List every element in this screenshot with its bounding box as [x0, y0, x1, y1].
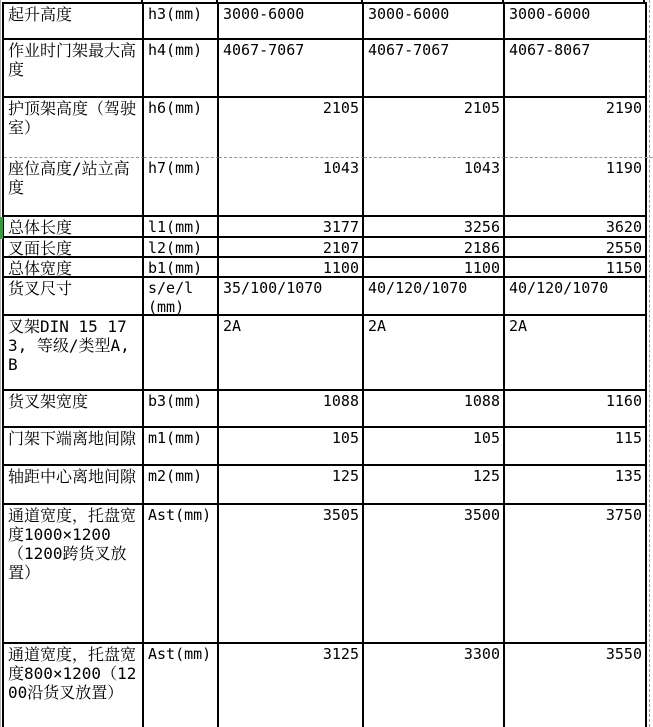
cell-value[interactable]: 1150	[505, 258, 647, 278]
table-row	[4, 316, 647, 391]
cell-value[interactable]: 40/120/1070	[505, 278, 647, 316]
cell-param[interactable]: 通道宽度，托盘宽度1000×1200 （1200跨货叉放置）	[4, 505, 144, 644]
table-row	[4, 98, 647, 158]
cell-value[interactable]: 3000-6000	[505, 4, 647, 40]
cell-param[interactable]: 通道宽度，托盘宽度800×1200（1200沿货叉放置）	[4, 644, 144, 727]
cell-symbol[interactable]: h7(mm)	[144, 158, 219, 217]
table-row	[4, 158, 647, 217]
cell-value[interactable]: 3177	[219, 217, 364, 238]
cell-symbol[interactable]: Ast(mm)	[144, 505, 219, 644]
cell-param[interactable]: 货叉尺寸	[4, 278, 144, 316]
cell-value[interactable]: 3000-6000	[364, 4, 505, 40]
cell-value[interactable]: 35/100/1070	[219, 278, 364, 316]
cell-value[interactable]: 1043	[364, 158, 505, 217]
cell-symbol[interactable]: b3(mm)	[144, 391, 219, 428]
table-row	[4, 40, 647, 98]
cell-value[interactable]: 3750	[505, 505, 647, 644]
table-row	[4, 505, 647, 644]
cell-symbol[interactable]: l1(mm)	[144, 217, 219, 238]
table-row	[4, 644, 647, 727]
table-row	[4, 238, 647, 258]
cell-param[interactable]: 作业时门架最大高度	[4, 40, 144, 98]
table-row	[4, 258, 647, 278]
cell-value[interactable]: 40/120/1070	[364, 278, 505, 316]
cell-symbol[interactable]: h3(mm)	[144, 4, 219, 40]
cell-value[interactable]: 2550	[505, 238, 647, 258]
cell-value[interactable]: 3300	[364, 644, 505, 727]
table-row	[4, 466, 647, 505]
cell-symbol[interactable]: Ast(mm)	[144, 644, 219, 727]
cell-value[interactable]: 2105	[219, 98, 364, 158]
cell-value[interactable]: 1088	[364, 391, 505, 428]
cell-value[interactable]: 2A	[219, 316, 364, 391]
cell-value[interactable]: 1160	[505, 391, 647, 428]
cell-value[interactable]: 105	[219, 428, 364, 466]
cell-param[interactable]: 总体长度	[4, 217, 144, 238]
cell-value[interactable]: 125	[364, 466, 505, 505]
cell-param[interactable]: 轴距中心离地间隙	[4, 466, 144, 505]
page-break-line-horizontal	[645, 157, 653, 158]
cell-param[interactable]: 座位高度/站立高度	[4, 158, 144, 217]
cell-value[interactable]: 4067-7067	[364, 40, 505, 98]
cell-value[interactable]: 2A	[505, 316, 647, 391]
table-row	[4, 391, 647, 428]
cell-param[interactable]: 护顶架高度（驾驶室）	[4, 98, 144, 158]
cell-value[interactable]: 3125	[219, 644, 364, 727]
canvas-left-edge	[0, 0, 1, 727]
page-break-line-vertical	[649, 0, 650, 727]
cell-value[interactable]: 1100	[219, 258, 364, 278]
cell-param[interactable]: 叉面长度	[4, 238, 144, 258]
cell-value[interactable]: 2190	[505, 98, 647, 158]
cell-value[interactable]: 3000-6000	[219, 4, 364, 40]
cell-value[interactable]: 4067-7067	[219, 40, 364, 98]
cell-value[interactable]: 3505	[219, 505, 364, 644]
cell-value[interactable]: 3256	[364, 217, 505, 238]
selection-border-fragment	[0, 217, 3, 239]
cell-value[interactable]: 115	[505, 428, 647, 466]
cell-symbol[interactable]: h4(mm)	[144, 40, 219, 98]
cell-symbol[interactable]: l2(mm)	[144, 238, 219, 258]
cell-value[interactable]: 2107	[219, 238, 364, 258]
cell-value[interactable]: 2A	[364, 316, 505, 391]
cell-value[interactable]: 3620	[505, 217, 647, 238]
cell-value[interactable]: 3500	[364, 505, 505, 644]
cell-param[interactable]: 总体宽度	[4, 258, 144, 278]
cell-param[interactable]: 货叉架宽度	[4, 391, 144, 428]
cell-value[interactable]: 1043	[219, 158, 364, 217]
table-row	[4, 278, 647, 316]
cell-value[interactable]: 125	[219, 466, 364, 505]
cell-symbol[interactable]: b1(mm)	[144, 258, 219, 278]
cell-value[interactable]: 2186	[364, 238, 505, 258]
cell-value[interactable]: 1100	[364, 258, 505, 278]
table-row	[4, 428, 647, 466]
cell-value[interactable]: 135	[505, 466, 647, 505]
cell-value[interactable]: 2105	[364, 98, 505, 158]
table-row	[4, 4, 647, 40]
cell-param[interactable]: 起升高度	[4, 4, 144, 40]
cell-symbol[interactable]: m1(mm)	[144, 428, 219, 466]
cell-symbol[interactable]: m2(mm)	[144, 466, 219, 505]
cell-symbol[interactable]: h6(mm)	[144, 98, 219, 158]
cell-symbol[interactable]	[144, 316, 219, 391]
cell-param[interactable]: 门架下端离地间隙	[4, 428, 144, 466]
cell-value[interactable]: 105	[364, 428, 505, 466]
cell-param[interactable]: 叉架DIN 15 173, 等级/类型A,B	[4, 316, 144, 391]
cell-symbol[interactable]: s/e/l (mm)	[144, 278, 219, 316]
cell-value[interactable]: 1190	[505, 158, 647, 217]
table-row	[4, 217, 647, 238]
spec-table	[2, 2, 647, 727]
cell-value[interactable]: 1088	[219, 391, 364, 428]
cell-value[interactable]: 4067-8067	[505, 40, 647, 98]
cell-value[interactable]: 3550	[505, 644, 647, 727]
